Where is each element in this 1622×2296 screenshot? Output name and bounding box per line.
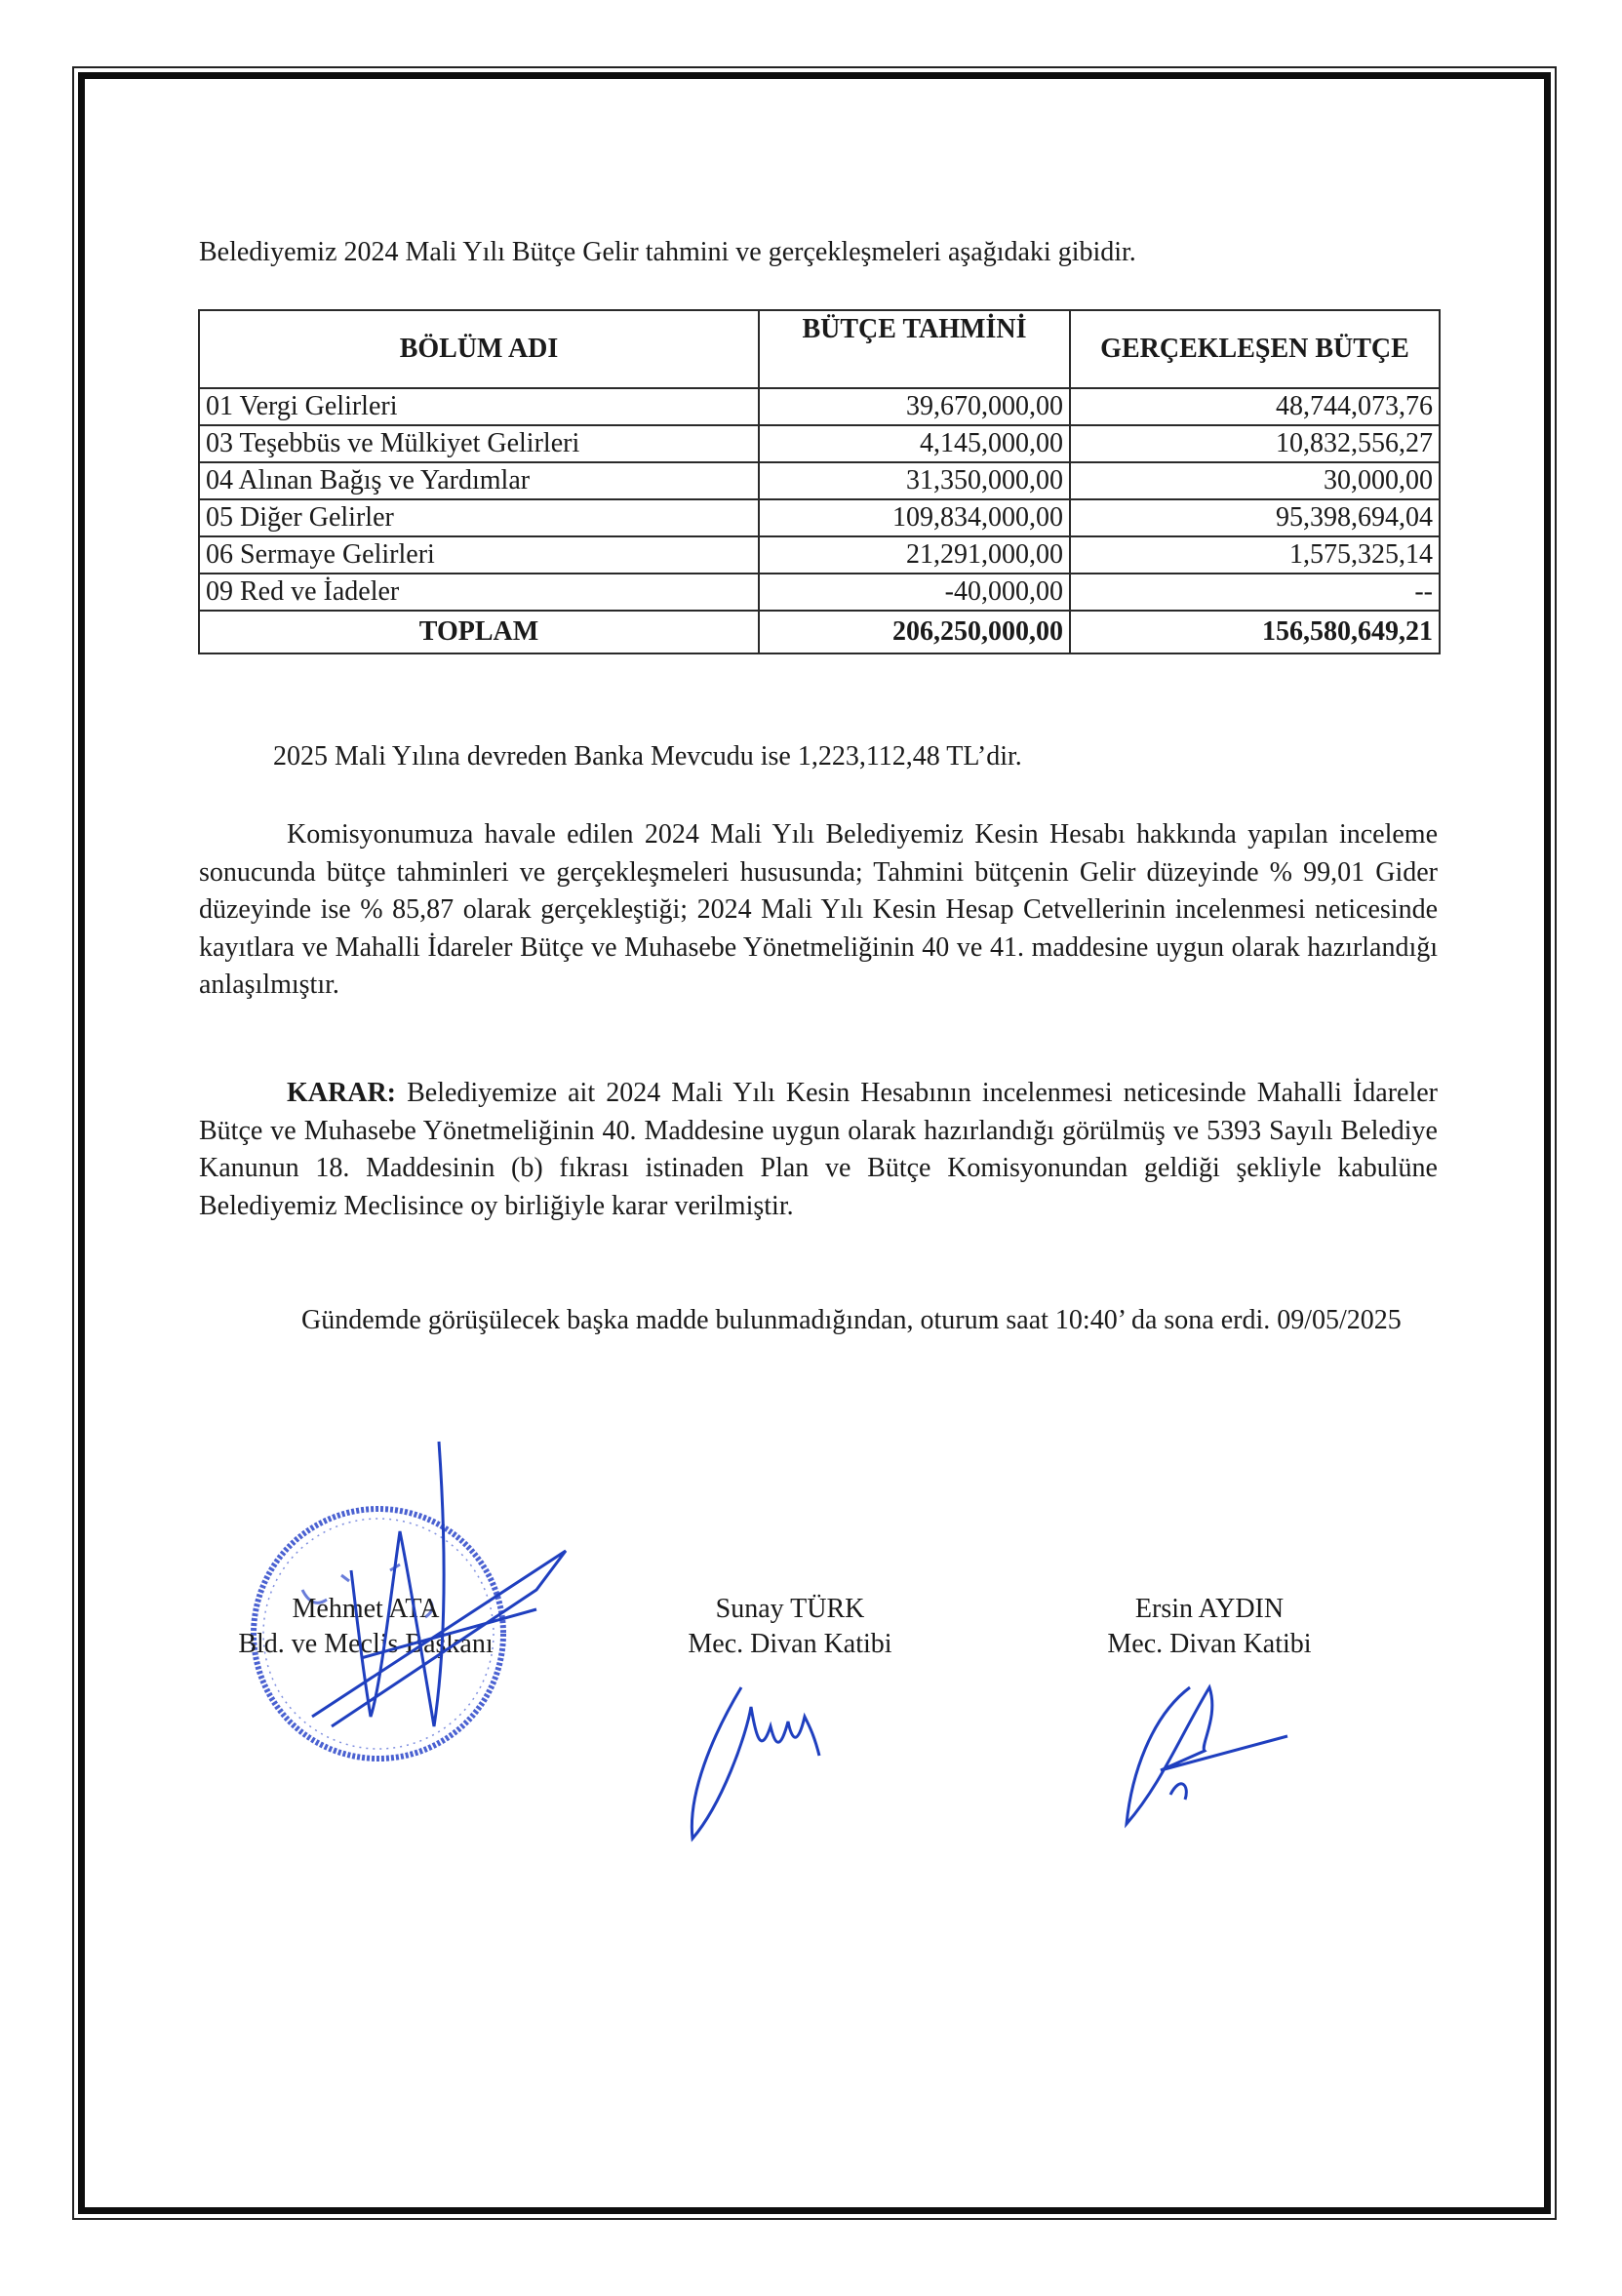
header-section-name: BÖLÜM ADI [199, 310, 759, 388]
closing-paragraph: Gündemde görüşülecek başka madde bulunmadığından, oturum saat 10:40’ da sona erdi. 09/05/2025 [301, 1305, 1402, 1335]
signatory-clerk-1 [644, 1592, 936, 1662]
header-realized-budget: GERÇEKLEŞEN BÜTÇE [1070, 310, 1440, 388]
row-name: 01 Vergi Gelirleri [199, 388, 759, 425]
table-row [199, 388, 1440, 425]
row-name: 05 Diğer Gelirler [199, 499, 759, 536]
total-label: TOPLAM [199, 611, 759, 653]
row-estimate: -40,000,00 [759, 574, 1070, 611]
row-name: 04 Alınan Bağış ve Yardımlar [199, 462, 759, 499]
row-name: 06 Sermaye Gelirleri [199, 536, 759, 574]
signatory-name: Ersin AYDIN [1134, 1594, 1285, 1624]
row-name: 03 Teşebbüs ve Mülkiyet Gelirleri [199, 425, 759, 462]
signatory-title: Mec. Divan Katibi [1107, 1629, 1312, 1659]
budget-table [198, 309, 1441, 654]
signatory-name: Mehmet ATA [292, 1594, 440, 1624]
signatory-clerk-2 [1063, 1592, 1356, 1662]
row-realized: 10,832,556,27 [1070, 425, 1440, 462]
row-estimate: 21,291,000,00 [759, 536, 1070, 574]
row-estimate: 109,834,000,00 [759, 499, 1070, 536]
bank-balance-note: 2025 Mali Yılına devreden Banka Mevcudu ise 1,223,112,48 TL’dir. [273, 741, 1022, 772]
row-estimate: 31,350,000,00 [759, 462, 1070, 499]
row-realized: 30,000,00 [1070, 462, 1440, 499]
row-realized: 48,744,073,76 [1070, 388, 1440, 425]
commission-paragraph: Komisyonumuza havale edilen 2024 Mali Yılı Belediyemiz Kesin Hesabı hakkında yapılan inceleme sonucunda bütçe tahminleri ve gerçekleşmeleri hususunda; Tahmini bütçenin Gelir düzeyinde % 99,01 Gider düzeyinde ise % 85,87 olarak gerçekleştiği; 2024 Mali Yılı Kesin Hesap Cetvellerinin incelenmesi neticesinde kayıtlara ve Mahalli İdareler Bütçe ve Muhasebe Yönetmeliğinin 40 ve 41. maddesine uygun olarak hazırlandığı anlaşılmıştır. [199, 819, 1438, 1000]
table-total-row [199, 611, 1440, 653]
table-row [199, 499, 1440, 536]
signatory-name: Sunay TÜRK [715, 1594, 865, 1624]
decision-label: KARAR: [287, 1078, 396, 1108]
row-estimate: 39,670,000,00 [759, 388, 1070, 425]
row-estimate: 4,145,000,00 [759, 425, 1070, 462]
signatory-mayor [200, 1592, 532, 1662]
decision-paragraph [199, 1075, 1438, 1225]
total-realized: 156,580,649,21 [1070, 611, 1440, 653]
table-row [199, 462, 1440, 499]
table-header-row [199, 310, 1440, 388]
signatory-title: Bld. ve Meclis Başkanı [238, 1629, 494, 1659]
signatory-title: Mec. Divan Katibi [688, 1629, 892, 1659]
header-budget-estimate: BÜTÇE TAHMİNİ [759, 310, 1070, 388]
intro-text: Belediyemiz 2024 Mali Yılı Bütçe Gelir tahmini ve gerçekleşmeleri aşağıdaki gibidir. [199, 237, 1136, 267]
decision-text: Belediyemize ait 2024 Mali Yılı Kesin Hesabının incelenmesi neticesinde Mahalli İdareler Bütçe ve Muhasebe Yönetmeliğinin 40. Maddesine uygun olarak hazırlandığı görülmüş ve 5393 Sayılı Belediye Kanunun 18. Maddesinin (b) fıkrası istinaden Plan ve Bütçe Komisyonundan geldiği şekliyle kabulüne Belediyemiz Meclisince oy birliğiyle karar verilmiştir. [199, 1078, 1438, 1221]
total-estimate: 206,250,000,00 [759, 611, 1070, 653]
row-name: 09 Red ve İadeler [199, 574, 759, 611]
row-realized: 1,575,325,14 [1070, 536, 1440, 574]
row-realized: 95,398,694,04 [1070, 499, 1440, 536]
row-realized: -- [1070, 574, 1440, 611]
table-row [199, 425, 1440, 462]
table-row [199, 536, 1440, 574]
table-row [199, 574, 1440, 611]
